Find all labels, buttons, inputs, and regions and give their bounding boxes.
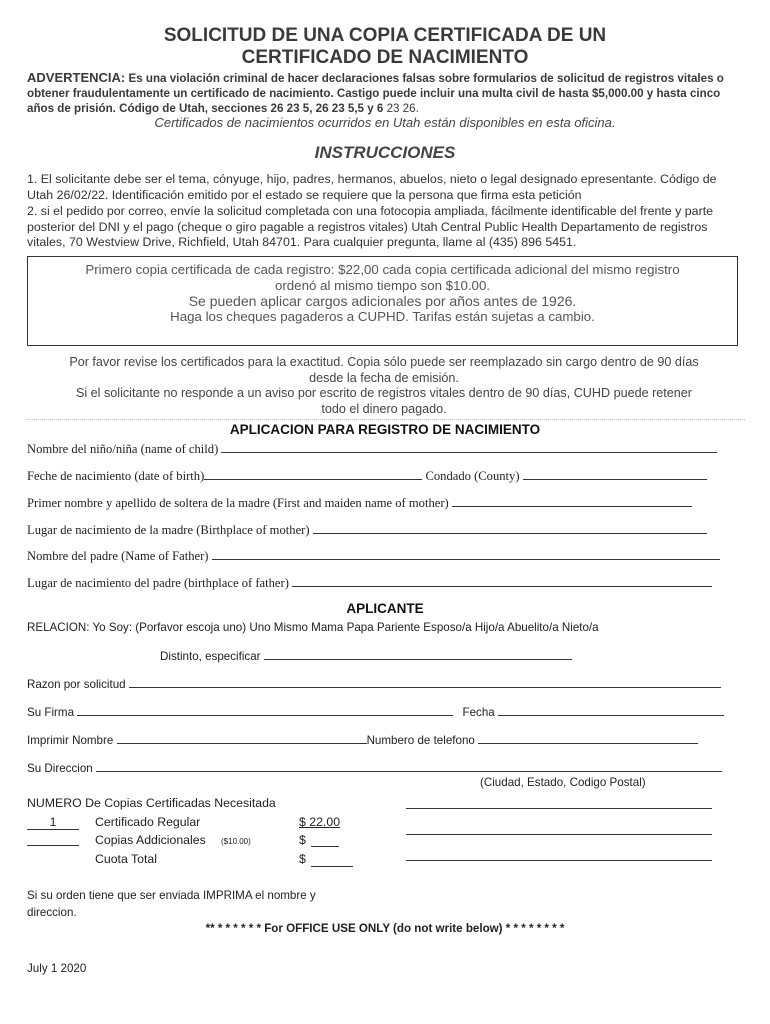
instruction-item-1: 1. El solicitante debe ser el tema, cónyuge, hijo, padres, hermanos, abuelos, nieto o legal designado epresentante. Código de Utah 26/02/22. Identificación emitido por el estado se requiere que la persona que firma esta petición (27, 172, 717, 202)
warning-paragraph (27, 70, 742, 116)
fees-line-4: Haga los cheques pagaderos a CUPHD. Tarifas están sujetas a cambio. (170, 309, 595, 325)
additional-label: Copias Addicionales (95, 833, 206, 847)
mailing-line-2[interactable] (406, 823, 712, 835)
warning-label: ADVERTENCIA: (27, 70, 126, 85)
warning-text: Es una violación criminal de hacer declaraciones falsas sobre formularios de solicitud de registros vitales o obtener fraudulentamente un certificado de nacimiento. Castigo puede incluir una multa civil de hasta $5,000.00 y hasta cinco años de prisión. Código de Utah, secciones 26 23 5, 26 23 5,5 y 6 (27, 72, 724, 115)
phone-line[interactable] (478, 732, 698, 744)
applicant-heading: APLICANTE (346, 601, 424, 616)
mother-name-field[interactable] (27, 495, 692, 511)
review-note-line-2: desde la fecha de emisión. (309, 370, 459, 385)
additional-qty-field[interactable] (27, 833, 79, 846)
mother-name-label: Primer nombre y apellido de soltera de la madre (First and maiden name of mother) (27, 496, 449, 510)
father-name-label: Nombre del padre (Name of Father) (27, 549, 209, 563)
additional-price-symbol: $ (299, 833, 306, 847)
print-name-label: Imprimir Nombre (27, 734, 114, 747)
signature-label: Su Firma (27, 706, 75, 719)
divider (27, 419, 745, 420)
signature-line[interactable] (77, 704, 453, 716)
signature-row (27, 704, 724, 719)
fees-line-2: ordenó al mismo tiempo son $10.00. (274, 277, 491, 293)
regular-price: $ 22.00 (299, 815, 341, 829)
print-name-line[interactable] (117, 732, 367, 744)
birth-date-label: Feche de nacimiento (date of birth) (27, 469, 205, 483)
fees-line-3: Se pueden aplicar cargos adicionales por años antes de 1926. (188, 292, 577, 309)
footer-date: July 1 2020 (27, 962, 87, 975)
county-label: Condado (County) (425, 469, 520, 483)
birth-date-line[interactable] (204, 468, 422, 480)
form-title-line1: SOLICITUD DE UNA COPIA CERTIFICADA DE UN (163, 25, 607, 46)
review-note (20, 355, 748, 417)
date-line[interactable] (498, 704, 724, 716)
other-relation-label: Distinto, especificar (160, 650, 261, 663)
birth-date-row (27, 468, 707, 484)
office-use-banner: ** * * * * * * For OFFICE USE ONLY (do not write below) * * * * * * * * (205, 922, 565, 935)
other-relation-line[interactable] (264, 648, 572, 660)
mother-birthplace-field[interactable] (27, 522, 707, 538)
city-state-zip-label: (Ciudad, Estado, Codigo Postal) (480, 776, 646, 789)
reason-line[interactable] (129, 676, 721, 688)
phone-label: Numbero de telefono (366, 734, 475, 747)
child-name-label: Nombre del niño/niña (name of child) (27, 442, 219, 456)
total-price-line[interactable] (311, 855, 353, 867)
reason-field[interactable] (27, 676, 721, 691)
address-field[interactable] (27, 760, 722, 775)
copies-heading: NUMERO De Copias Certificadas Necesitada (27, 796, 276, 810)
father-birthplace-field[interactable] (27, 575, 712, 591)
county-line[interactable] (523, 468, 707, 480)
regular-qty-field[interactable] (27, 815, 79, 830)
date-label: Fecha (462, 706, 495, 719)
child-name-field[interactable] (27, 441, 717, 457)
mother-name-line[interactable] (452, 495, 692, 507)
regular-label: Certificado Regular (95, 815, 201, 829)
regular-copies-row (27, 815, 341, 830)
additional-note: ($10.00) (221, 837, 251, 846)
total-label: Cuota Total (95, 852, 157, 866)
mailing-line-1[interactable] (406, 797, 712, 809)
father-birthplace-label: Lugar de nacimiento del padre (birthplace of father) (27, 576, 289, 590)
relation-options[interactable]: RELACION: Yo Soy: (Porfavor escoja uno) Uno Mismo Mama Papa Pariente Esposo/a Hijo/a Abuelito/a Nieto/a (27, 621, 599, 634)
review-note-line-1: Por favor revise los certificados para la exactitud. Copia sólo puede ser reemplazado sin cargo dentro de 90 días (69, 355, 699, 369)
form-title-line2: CERTIFICADO DE NACIMIENTO (241, 47, 529, 68)
address-line[interactable] (96, 760, 722, 772)
regular-qty-value: 1 (49, 815, 57, 829)
father-name-line[interactable] (212, 548, 720, 560)
additional-copies-row (27, 833, 306, 849)
availability-note: Certificados de nacimientos ocurridos en Utah están disponibles en esta oficina. (154, 115, 616, 130)
mother-birthplace-label: Lugar de nacimiento de la madre (Birthplace of mother) (27, 523, 310, 537)
father-name-field[interactable] (27, 548, 720, 564)
warning-tail: 23 26. (386, 102, 419, 115)
print-name-row (27, 732, 698, 747)
address-label: Su Direccion (27, 762, 93, 775)
review-note-line-3: Si el solicitante no responde a un aviso por escrito de registros vitales dentro de 90 días, CUHD puede retener (75, 386, 693, 401)
instructions-heading: INSTRUCCIONES (314, 143, 456, 162)
mailing-line-3[interactable] (406, 849, 712, 861)
mother-birthplace-line[interactable] (313, 522, 707, 534)
review-note-line-4: todo el dinero pagado. (321, 401, 447, 416)
reason-label: Razon por solicitud (27, 678, 126, 691)
fees-box (27, 256, 738, 346)
instruction-item-2: 2. si el pedido por correo, envíe la solicitud completada con una fotocopia ampliada, fácilmente identificable del frente y parte posterior del DNI y el pago (cheque o giro pagable a registros vitales) Utah Central Public Health Departamento de registros vitales, 70 Westview Drive, Richfield, Utah 84701. Para cualquier pregunta, llame al (435) 896 5451. (27, 204, 714, 250)
fees-line-1: Primero copia certificada de cada registro: $22,00 cada copia certificada adicional del mismo registro (85, 262, 680, 277)
father-birthplace-line[interactable] (292, 575, 712, 587)
child-name-line[interactable] (221, 441, 717, 453)
additional-price-line[interactable] (311, 835, 339, 847)
other-relation-field[interactable] (160, 648, 572, 663)
mail-note: Si su orden tiene que ser enviada IMPRIMA el nombre y direccion. (27, 889, 316, 919)
application-heading: APLICACION PARA REGISTRO DE NACIMIENTO (229, 422, 541, 437)
total-price-symbol: $ (299, 852, 306, 866)
